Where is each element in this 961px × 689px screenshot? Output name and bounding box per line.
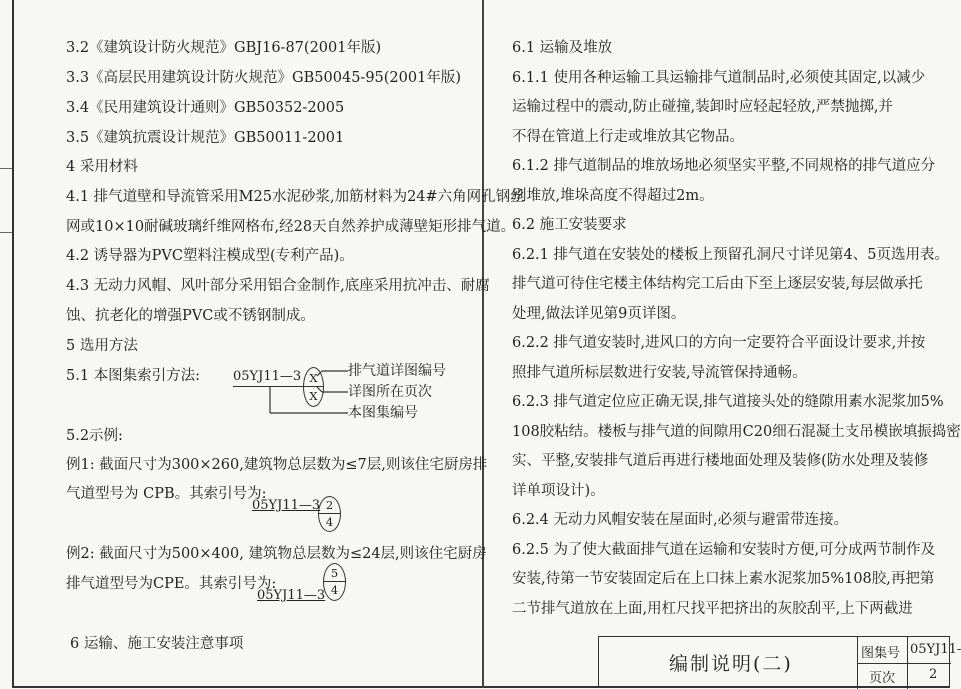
- column-divider: [482, 0, 484, 688]
- paragraph-line: 安装,待第一节安装固定后在上口抹上素水泥浆加5%108胶,再把第: [512, 571, 935, 587]
- paragraph-line: 运输过程中的震动,防止碰撞,装卸时应轻起轻放,严禁抛掷,并: [512, 99, 893, 115]
- ref-item-3-3: 3.3《高层民用建筑设计防火规范》GB50045-95(2001年版): [66, 70, 461, 86]
- example2-line: 例2: 截面尺寸为500×400, 建筑物总层数为≤24层,则该住宅厨房: [66, 546, 487, 562]
- example2-circle: 5 4: [323, 563, 346, 601]
- index-label-page: 详图所在页次: [348, 384, 432, 400]
- paragraph-line: 5.1 本图集索引方法:: [66, 368, 201, 384]
- section-heading-selection: 5 选用方法: [66, 338, 138, 354]
- drawing-title: 编制说明(二): [669, 653, 793, 675]
- paragraph-line: 别堆放,堆垛高度不得超过2m。: [512, 188, 714, 204]
- example2-ref: 05YJ11—3: [257, 588, 326, 603]
- paragraph-line: 6.2.5 为了使大截面排气道在运输和安装时方便,可分成两节制作及: [512, 542, 936, 558]
- paragraph-line: 6.2.4 无动力风帽安装在屋面时,必须与避雷带连接。: [512, 512, 849, 528]
- example1-line: 气道型号为 CPB。其索引号为:: [66, 486, 267, 502]
- paragraph-line: 6.2.3 排气道定位应正确无误,排气道接头处的缝隙用素水泥浆加5%: [512, 394, 944, 410]
- title-block: [598, 636, 961, 688]
- example1-line: 例1: 截面尺寸为300×260,建筑物总层数为≤7层,则该住宅厨房排: [66, 457, 488, 473]
- paragraph-line: 处理,做法详见第9页详图。: [512, 306, 686, 322]
- page-number-value: 2: [929, 667, 938, 682]
- paragraph-line: 4.3 无动力风帽、风叶部分采用铝合金制作,底座采用抗冲击、耐腐: [66, 278, 490, 294]
- paragraph-line: 蚀、抗老化的增强PVC或不锈钢制成。: [66, 308, 315, 324]
- paragraph-line: 详单项设计)。: [512, 483, 605, 499]
- page-number-label: 页次: [869, 671, 896, 686]
- paragraph-line: 6.2.1 排气道在安装处的楼板上预留孔洞尺寸详见第4、5页选用表。: [512, 247, 949, 263]
- paragraph-line: 网或10×10耐碱玻璃纤维网格布,经28天自然养护成薄壁矩形排气道。: [66, 219, 516, 235]
- paragraph-line: 108胶粘结。楼板与排气道的间隙用C20细石混凝土支吊模嵌填振捣密: [512, 424, 961, 440]
- section-heading-6-1: 6.1 运输及堆放: [512, 40, 613, 56]
- example1-ref: 05YJ11—3: [252, 498, 321, 513]
- paragraph-line: 6.1.1 使用各种运输工具运输排气道制品时,必须使其固定,以减少: [512, 70, 926, 86]
- paragraph-line: 不得在管道上行走或堆放其它物品。: [512, 129, 744, 145]
- paragraph-line: 照排气道所标层数进行安装,导流管保持通畅。: [512, 365, 807, 381]
- section-heading-6-2: 6.2 施工安装要求: [512, 217, 627, 233]
- paragraph-line: 6.1.2 排气道制品的堆放场地必须坚实平整,不同规格的排气道应分: [512, 158, 936, 174]
- paragraph-line: 4.1 排气道壁和导流管采用M25水泥砂浆,加筋材料为24#六角网孔钢丝: [66, 189, 525, 205]
- index-label-atlas-number: 本图集编号: [348, 405, 418, 421]
- paragraph-line: 4.2 诱导器为PVC塑料注模成型(专利产品)。: [66, 248, 354, 264]
- paragraph-line: 二节排气道放在上面,用杠尺找平把挤出的灰胶刮平,上下两截进: [512, 601, 913, 617]
- example-heading: 5.2示例:: [66, 428, 123, 444]
- index-leader-lines: [260, 360, 350, 420]
- ref-item-3-5: 3.5《建筑抗震设计规范》GB50011-2001: [66, 130, 345, 146]
- ref-item-3-2: 3.2《建筑设计防火规范》GBJ16-87(2001年版): [66, 40, 382, 56]
- section-heading-transport: 6 运输、施工安装注意事项: [70, 636, 244, 652]
- paragraph-line: 排气道可待住宅楼主体结构完工后由下至上逐层安装,每层做承托: [512, 276, 923, 292]
- paragraph-line: 6.2.2 排气道安装时,进风口的方向一定要符合平面设计要求,并按: [512, 335, 926, 351]
- example2-line: 排气道型号为CPE。其索引号为:: [66, 576, 277, 592]
- sheet-frame-left: [12, 0, 14, 688]
- title-block-row-divider: [857, 663, 951, 664]
- index-ref: 05YJ11—3: [233, 369, 302, 384]
- example1-circle: 2 4: [318, 496, 341, 532]
- section-heading-materials: 4 采用材料: [66, 159, 138, 175]
- binding-edge-mark: [0, 232, 12, 233]
- binding-edge-mark: [0, 168, 12, 169]
- ref-item-3-4: 3.4《民用建筑设计通则》GB50352-2005: [66, 100, 345, 116]
- index-circle: X X: [303, 367, 324, 407]
- atlas-number-label: 图集号: [861, 646, 901, 661]
- index-label-detail-number: 排气道详图编号: [348, 363, 446, 379]
- paragraph-line: 实、平整,安装排气道后再进行楼地面处理及装修(防水处理及装修: [512, 453, 929, 469]
- atlas-number-value: 05YJ11-: [910, 642, 961, 657]
